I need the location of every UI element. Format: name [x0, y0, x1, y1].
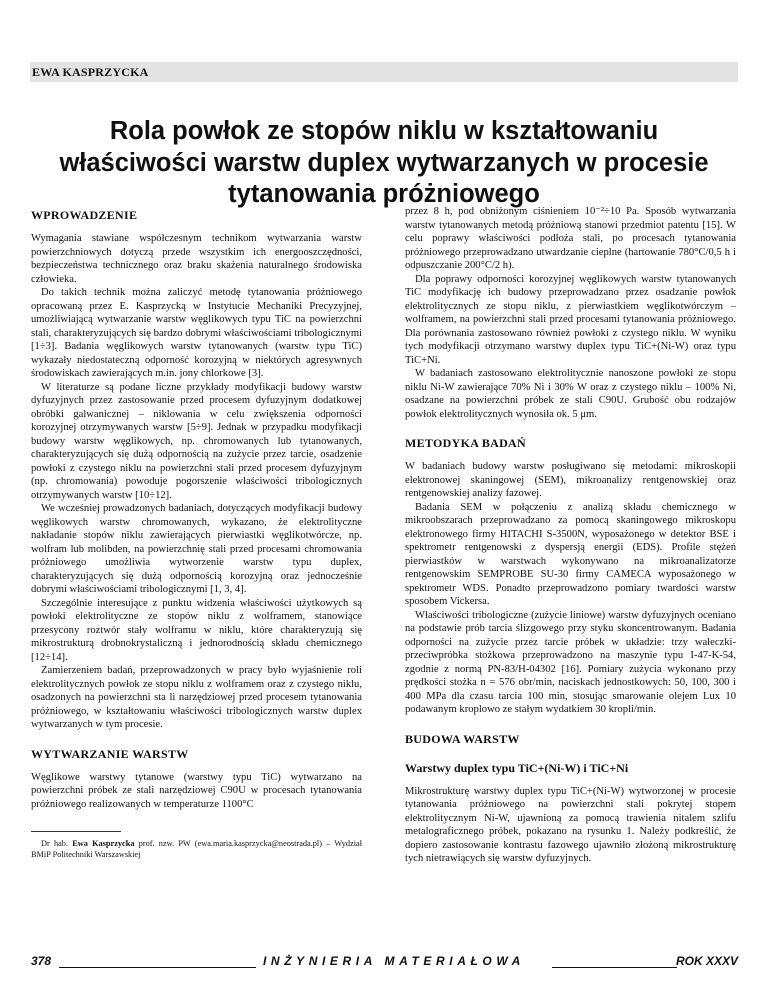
paragraph: Wymagania stawiane współczesnym technikom wytwarzania warstw powierzchniowych dotyczą przede wszystkim ich energooszczędności, bezpieczeństwa technicznego oraz braku skażenia naturalnego środowiska człowieka. [31, 233, 362, 285]
paragraph: Zamierzeniem badań, przeprowadzonych w pracy było wyjaśnienie roli elektrolitycznych powłok ze stopu niklu z wolframem oraz z czystego niklu, osadzonych na powierzchni sta li narzędziowej przed procesem tytanowania próżniowego, w kształtowaniu właściwości tribologicznych warstw duplex wytwarzanych w tym procesie. [31, 665, 362, 730]
paragraph: przez 8 h, pod obniżonym ciśnieniem 10⁻²÷10 Pa. Sposób wytwarzania warstw tytanowanych metodą próżniową stanowi przedmiot patentu [15]. W celu poprawy właściwości podłoża stali, po procesach tytanowania próżniowego przeprowadzano utwardzanie cieplne (hartowanie 780°C/0,5 h i odpuszczanie 200°C/2 h). [405, 206, 736, 271]
author-footnote: Dr hab. Ewa Kasprzycka prof. nzw. PW (ewa.maria.kasprzycka@neostrada.pl) – Wydział BMiP Politechniki Warszawskiej [31, 839, 362, 859]
paragraph: Właściwości tribologiczne (zużycie liniowe) warstw dyfuzyjnych oceniano na podstawie prób tarcia ślizgowego przy styku skoncentrowanym. Badania odporności na zużycie przez tarcie próbek w układzie: trzy wałeczki-przeciwpróbka stożkowa przeprowadzono na maszynie typu I-47-K-54, zgodnie z normą PN-83/H-04302 [16]. Pomiary zużycia wykonano przy prędkości stożka n = 576 obr/min, naciskach jednostkowych: 50, 100, 300 i 400 MPa dla czasu tarcia 100 min, stosując smarowanie olejem Lux 10 podawanym kroplowo ze stałym wydatkiem 30 kropli/min. [405, 609, 736, 715]
author-name: EWA KASPRZYCKA [30, 62, 738, 82]
journal-name: INŻYNIERIA MATERIAŁOWA [263, 954, 525, 968]
paragraph: Dla poprawy odporności korozyjnej węglikowych warstw tytanowanych TiC modyfikację ich budowy przeprowadzano przez osadzanie powłok elektrolitycznych ze stopu niklu, z pierwiastkiem węglikotwórczym – wolframem, na powierzchni stali przed procesami tytanowania próżniowego. Dla porównania zastosowano również powłoki z czystego niklu. W wyniku tych modyfikacji otrzymano warstwy duplex typu TiC+(Ni-W) oraz typu TiC+Ni. [405, 273, 736, 366]
left-column [31, 208, 362, 860]
paragraph: Węglikowe warstwy tytanowe (warstwy typu TiC) wytwarzano na powierzchni próbek ze stali narzędziowej C90U w procesach tytanowania próżniowego realizowanych w temperaturze 1100°C [31, 771, 362, 810]
section-heading-structure: BUDOWA WARSTW [405, 731, 520, 746]
page-footer [31, 954, 738, 970]
paragraph: Szczególnie interesujące z punktu widzenia właściwości użytkowych są powłoki elektrolityczne ze stopów niklu z wolframem, stanowiące przesycony roztwór stały wolframu w niklu, które charakteryzują się mikrostrukturą drobnokrystaliczną i jednorodnością składu chemicznego [12÷14]. [31, 597, 362, 663]
paragraph: Mikrostrukturę warstwy duplex typu TiC+(Ni-W) wytworzonej w procesie tytanowania próżniowego na powierzchni stali pokrytej stopem elektrolitycznym Ni-W, ujawnioną za pomocą trawienia nitalem szlifu metalograficznego próbek, pokazano na rysunku 1. Należy podkreślić, że dopiero zastosowanie kontrastu fazowego ujawniło złożoną mikrostrukturę tych nietrawiących się warstw dyfuzyjnych. [405, 785, 736, 864]
right-column [405, 205, 736, 866]
paragraph: W badaniach budowy warstw posługiwano się metodami: mikroskopii elektronowej skaningowej (SEM), mikroanalizy rentgenowskiej oraz rentgenowskiej analizy fazowej. [405, 461, 736, 499]
paragraph: W literaturze są podane liczne przykłady modyfikacji budowy warstw dyfuzyjnych przez zastosowanie przed procesem dyfuzyjnym dodatkowej obróbki galwanicznej – niklowania w celu zwiększenia odporności korozyjnej otrzymywanych warstw [5÷9]. Jednak w przypadku modyfikacji budowy warstw węglikowych, np. chromowanych lub tytanowanych, charakteryzujących się dużą odpornością na zużycie przez tarcie, osadzenie powłoki z czystego niklu na powierzchni stali przed procesem dyfuzyjnym (np. chromowania) powoduje pogorszenie właściwości tribologicznych otrzymywanych warstw [10÷12]. [31, 381, 362, 501]
section-heading-introduction: WPROWADZENIE [31, 208, 138, 222]
section-heading-production: WYTWARZANIE WARSTW [31, 746, 189, 761]
footer-rule [59, 967, 256, 968]
footnote-divider [31, 831, 121, 832]
paragraph: Badania SEM w połączeniu z analizą składu chemicznego w mikroobszarach przeprowadzano za pomocą skaningowego mikroskopu elektronowego firmy HITACHI S-3500N, wyposażonego w detektor BSE i spektrometr rentgenowski z dyspersją energii (EDS). Profile stężeń pierwiastków w warstwach wykonywano na mikroanalizatorze rentgenowskim SEMPROBE SU-30 firmy CAMECA wyposażonego w spektrometr WDS. Ponadto przeprowadzono pomiary twardości warstw sposobem Vickersa. [405, 501, 736, 607]
paragraph: W badaniach zastosowano elektrolitycznie nanoszone powłoki ze stopu niklu Ni-W zawierające 70% Ni i 30% W oraz z czystego niklu – 100% Ni, osadzane na powierzchni próbek ze stali C90U. Grubość obu rodzajów powłok elektrolitycznych wynosiła ok. 5 μm. [405, 368, 736, 420]
volume-year: ROK XXXV [675, 954, 738, 968]
article-title: Rola powłok ze stopów niklu w kształtowaniu właściwości warstw duplex wytwarzanych w procesie tytanowania próżniowego [59, 117, 709, 208]
page-number: 378 [31, 954, 52, 968]
subsection-heading-duplex: Warstwy duplex typu TiC+(Ni-W) i TiC+Ni [405, 760, 629, 775]
footer-rule [552, 967, 677, 968]
section-heading-methodology: METODYKA BADAŃ [405, 436, 526, 450]
paragraph: Do takich technik można zaliczyć metodę tytanowania próżniowego opracowaną przez E. Kasprzycką w Instytucie Mechaniki Precyzyjnej, umożliwiającą wytwarzanie warstw węglikowych typu TiC na powierzchni stali, charakteryzujących się bardzo dobrymi właściwościami tribologicznymi [1÷3]. Badania węglikowych warstw tytanowanych (warstw typu TiC) wykazały niedostateczną odporność korozyjną w niektórych agresywnych środowiskach zawierających m.in. jony chlorkowe [3]. [31, 287, 362, 379]
paragraph: We wcześniej prowadzonych badaniach, dotyczących modyfikacji budowy węglikowych warstw chromowanych, wykazano, że elektrolityczne nakładanie stopów niklu zawierających pierwiastki węglikotwórcze, np. wolfram lub molibden, na powierzchnię stali przed procesami chromowania próżniowego umożliwia wytworzenie warstw typu duplex, charakteryzujących się dużą odpornością korozyjną oraz jednocześnie dobrymi właściwościami tribologicznymi [1, 3, 4]. [31, 503, 362, 595]
